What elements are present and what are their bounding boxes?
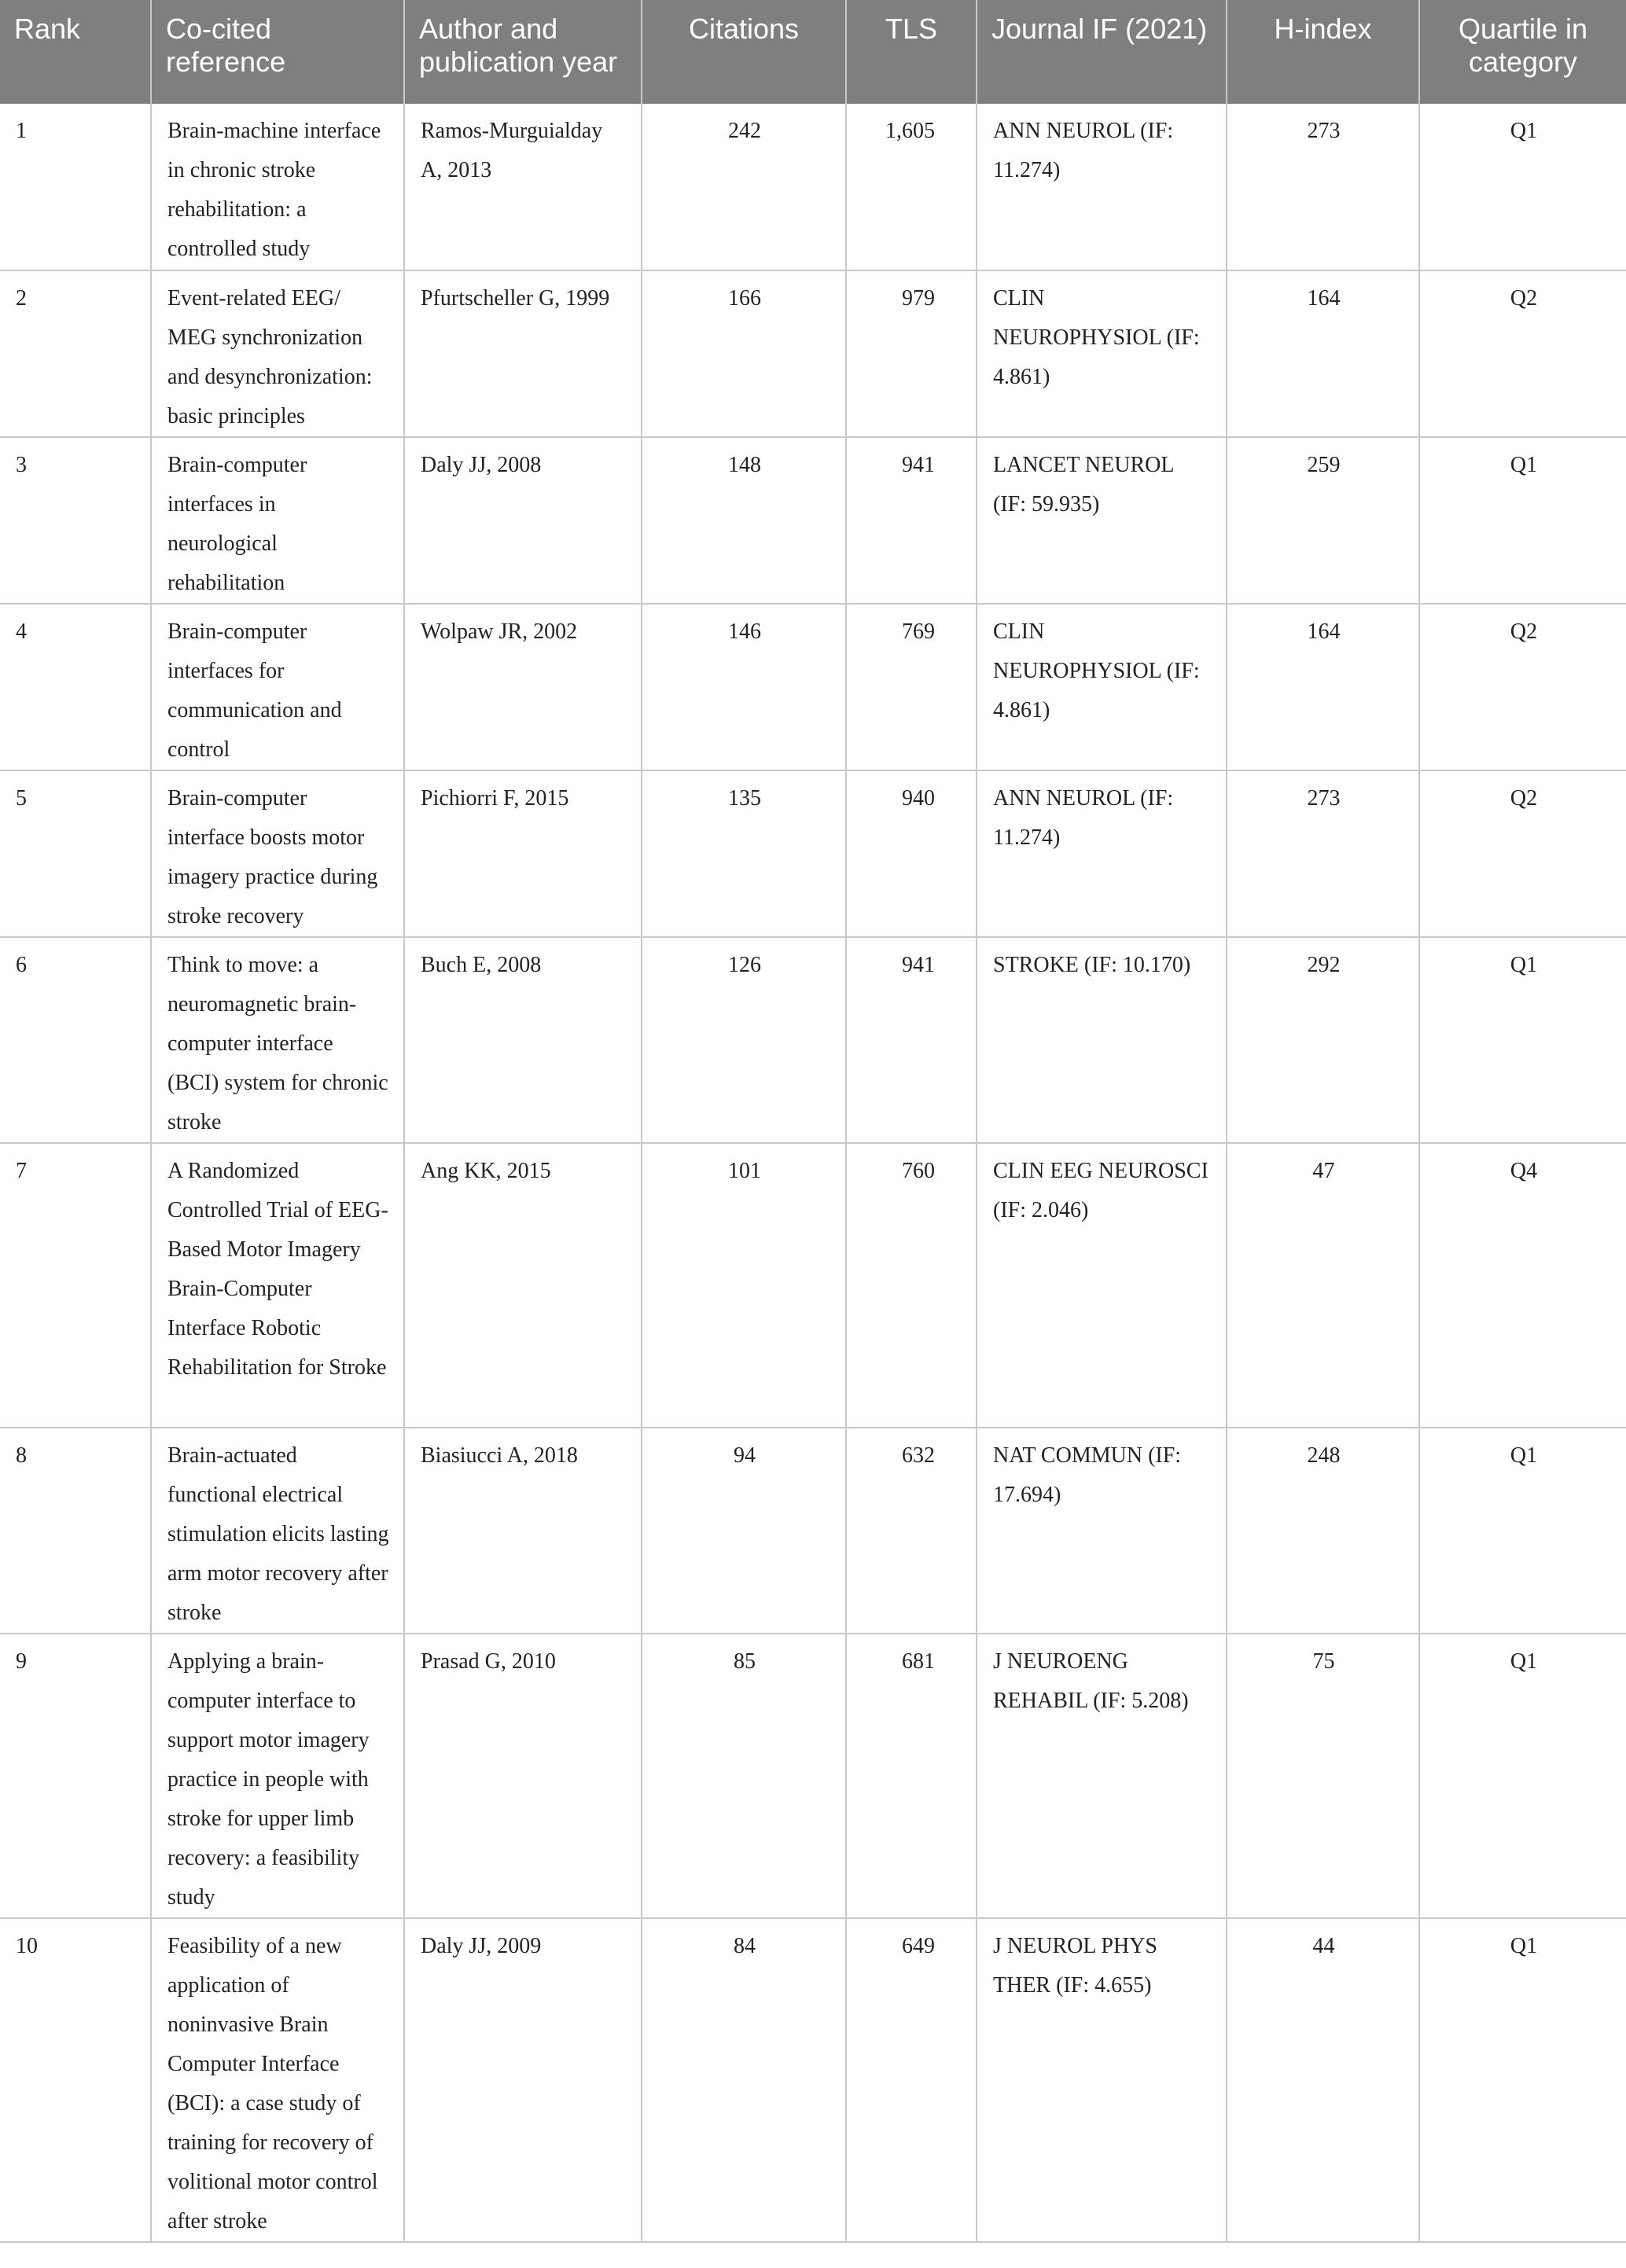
cell-quartile: Q1 (1419, 1428, 1626, 1634)
cell-rank: 6 (0, 937, 151, 1143)
cell-author-year: Pfurtscheller G, 1999 (404, 270, 642, 437)
cell-tls: 649 (846, 1918, 977, 2242)
cell-journal-if: STROKE (IF: 10.170) (977, 937, 1227, 1143)
cell-reference: Brain-actuated functional electrical stimulation elicits lasting arm motor recovery after stroke (151, 1428, 404, 1634)
cell-author-year: Ang KK, 2015 (404, 1143, 642, 1428)
cell-journal-if: J NEUROENG REHABIL (IF: 5.208) (977, 1634, 1227, 1918)
header-h-index: H-index (1227, 0, 1419, 104)
table-row (0, 104, 1626, 270)
cell-author-year: Ramos-Murguialday A, 2013 (404, 104, 642, 270)
cell-reference: Event-related EEG/ MEG synchronization and desynchronization: basic principles (151, 270, 404, 437)
cell-journal-if: ANN NEUROL (IF: 11.274) (977, 104, 1227, 270)
cell-author-year: Daly JJ, 2009 (404, 1918, 642, 2242)
cell-citations: 101 (642, 1143, 846, 1428)
cell-rank: 10 (0, 1918, 151, 2242)
header-quartile: Quartile in category (1419, 0, 1626, 104)
cell-journal-if: NAT COMMUN (IF: 17.694) (977, 1428, 1227, 1634)
cell-journal-if: CLIN NEUROPHYSIOL (IF: 4.861) (977, 270, 1227, 437)
table-row (0, 937, 1626, 1143)
cell-author-year: Pichiorri F, 2015 (404, 770, 642, 937)
cell-tls: 941 (846, 437, 977, 604)
cell-h-index: 273 (1227, 770, 1419, 937)
cell-rank: 7 (0, 1143, 151, 1428)
cell-quartile: Q1 (1419, 104, 1626, 270)
header-rank: Rank (0, 0, 151, 104)
cell-citations: 135 (642, 770, 846, 937)
cell-h-index: 44 (1227, 1918, 1419, 2242)
cell-quartile: Q4 (1419, 1143, 1626, 1428)
cell-tls: 940 (846, 770, 977, 937)
cell-journal-if: ANN NEUROL (IF: 11.274) (977, 770, 1227, 937)
cell-tls: 979 (846, 270, 977, 437)
cell-author-year: Daly JJ, 2008 (404, 437, 642, 604)
cell-citations: 148 (642, 437, 846, 604)
cell-rank: 9 (0, 1634, 151, 1918)
cell-author-year: Biasiucci A, 2018 (404, 1428, 642, 1634)
cell-rank: 8 (0, 1428, 151, 1634)
header-author-year: Author and publication year (404, 0, 642, 104)
cell-rank: 1 (0, 104, 151, 270)
cell-quartile: Q1 (1419, 1918, 1626, 2242)
cell-quartile: Q2 (1419, 604, 1626, 770)
cell-tls: 941 (846, 937, 977, 1143)
cell-rank: 2 (0, 270, 151, 437)
table-row (0, 1634, 1626, 1918)
cell-rank: 3 (0, 437, 151, 604)
cell-tls: 769 (846, 604, 977, 770)
cell-tls: 1,605 (846, 104, 977, 270)
cell-quartile: Q1 (1419, 1634, 1626, 1918)
cell-journal-if: CLIN EEG NEUROSCI (IF: 2.046) (977, 1143, 1227, 1428)
cell-reference: Brain-machine interface in chronic stroke rehabilitation: a controlled study (151, 104, 404, 270)
cell-h-index: 164 (1227, 270, 1419, 437)
cell-h-index: 75 (1227, 1634, 1419, 1918)
table-row (0, 1918, 1626, 2242)
table-row (0, 770, 1626, 937)
cell-h-index: 273 (1227, 104, 1419, 270)
table-row (0, 1428, 1626, 1634)
cell-citations: 126 (642, 937, 846, 1143)
cell-journal-if: CLIN NEUROPHYSIOL (IF: 4.861) (977, 604, 1227, 770)
cell-h-index: 47 (1227, 1143, 1419, 1428)
cell-reference: Applying a brain-computer interface to support motor imagery practice in people with stroke for upper limb recovery: a feasibility study (151, 1634, 404, 1918)
cell-tls: 632 (846, 1428, 977, 1634)
cell-journal-if: J NEUROL PHYS THER (IF: 4.655) (977, 1918, 1227, 2242)
cell-author-year: Buch E, 2008 (404, 937, 642, 1143)
cell-h-index: 259 (1227, 437, 1419, 604)
cell-reference: Brain-computer interfaces in neurological rehabilitation (151, 437, 404, 604)
cell-tls: 681 (846, 1634, 977, 1918)
cell-reference: Feasibility of a new application of noninvasive Brain Computer Interface (BCI): a case study of training for recovery of volitional motor control after stroke (151, 1918, 404, 2242)
table-row (0, 437, 1626, 604)
cell-citations: 146 (642, 604, 846, 770)
cell-quartile: Q2 (1419, 270, 1626, 437)
header-citations: Citations (642, 0, 846, 104)
table-row (0, 270, 1626, 437)
header-co-cited-reference: Co-cited reference (151, 0, 404, 104)
cell-reference: Brain-computer interfaces for communication and control (151, 604, 404, 770)
table-body (0, 104, 1626, 2242)
cell-reference: Think to move: a neuromagnetic brain-computer interface (BCI) system for chronic stroke (151, 937, 404, 1143)
cell-citations: 242 (642, 104, 846, 270)
cell-h-index: 292 (1227, 937, 1419, 1143)
cell-citations: 85 (642, 1634, 846, 1918)
cell-tls: 760 (846, 1143, 977, 1428)
cell-h-index: 164 (1227, 604, 1419, 770)
cell-quartile: Q2 (1419, 770, 1626, 937)
cell-journal-if: LANCET NEUROL (IF: 59.935) (977, 437, 1227, 604)
cell-citations: 94 (642, 1428, 846, 1634)
cell-rank: 5 (0, 770, 151, 937)
cell-quartile: Q1 (1419, 937, 1626, 1143)
cell-reference: A Randomized Controlled Trial of EEG-Based Motor Imagery Brain-Computer Interface Robotic Rehabilitation for Stroke (151, 1143, 404, 1428)
header-journal-if: Journal IF (2021) (977, 0, 1227, 104)
cell-citations: 84 (642, 1918, 846, 2242)
header-tls: TLS (846, 0, 977, 104)
table-row (0, 1143, 1626, 1428)
cell-rank: 4 (0, 604, 151, 770)
cell-h-index: 248 (1227, 1428, 1419, 1634)
cell-author-year: Prasad G, 2010 (404, 1634, 642, 1918)
cell-citations: 166 (642, 270, 846, 437)
table-row (0, 604, 1626, 770)
cell-reference: Brain-computer interface boosts motor imagery practice during stroke recovery (151, 770, 404, 937)
cell-quartile: Q1 (1419, 437, 1626, 604)
cell-author-year: Wolpaw JR, 2002 (404, 604, 642, 770)
header-row (0, 0, 1626, 104)
